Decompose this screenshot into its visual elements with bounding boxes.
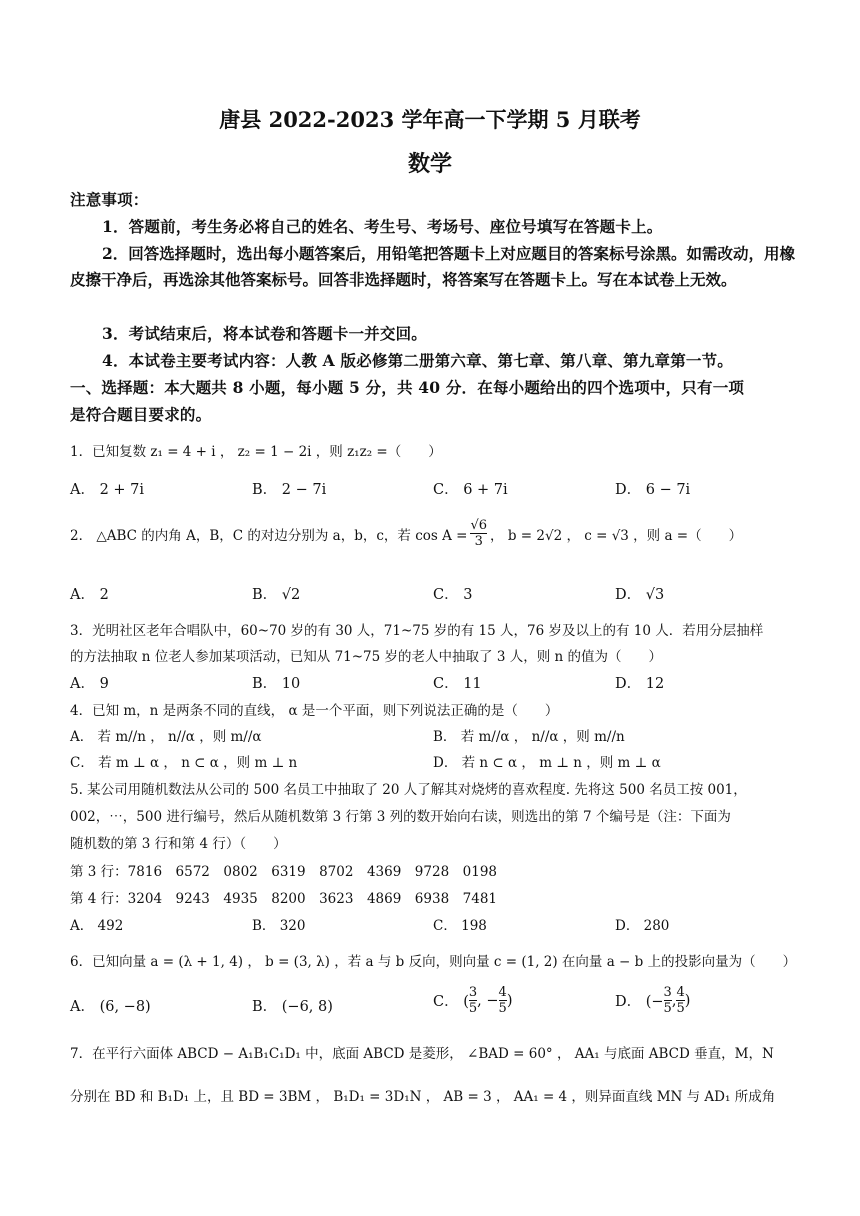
question-4-option-c: C． 若 m ⊥ α ， n ⊂ α ，则 m ⊥ n <box>70 755 298 771</box>
question-2-option-c: C． 3 <box>433 587 473 603</box>
cos-fraction <box>470 518 487 549</box>
random-number-row-4: 第 4 行：3204 9243 4935 8200 3623 4869 6938 7481 <box>70 891 498 907</box>
question-6-option-a: A． (6, −8) <box>70 999 151 1015</box>
separator: , <box>671 992 677 1009</box>
question-1-option-a: A． 2 + 7i <box>70 482 145 498</box>
question-7-line-1: 7．在平行六面体 ABCD − A₁B₁C₁D₁ 中，底面 ABCD 是菱形， ∠BAD = 60° ， AA₁ 与底面 ABCD 垂直，M，N <box>70 1046 774 1062</box>
fraction-3-5 <box>664 985 672 1016</box>
numerator: 3 <box>663 985 672 1000</box>
close-paren: ) <box>684 992 691 1009</box>
denominator: 5 <box>498 1001 507 1016</box>
question-2-stem <box>70 518 742 549</box>
question-2-stem-part-a: 2． △ABC 的内角 A，B，C 的对边分别为 a，b，c，若 cos A = <box>70 527 468 544</box>
question-2-option-d: D． √3 <box>615 587 665 603</box>
separator: , − <box>477 992 499 1009</box>
question-3-option-c: C． 11 <box>433 676 482 692</box>
question-4-option-d: D． 若 n ⊂ α ， m ⊥ n ，则 m ⊥ α <box>433 755 661 771</box>
question-3-option-a: A． 9 <box>70 676 109 692</box>
denominator: 5 <box>468 1001 478 1016</box>
question-6-option-c <box>433 985 512 1016</box>
close-paren: ) <box>506 992 513 1009</box>
denominator: 5 <box>676 1001 685 1016</box>
option-d-prefix: D． (− <box>615 994 664 1010</box>
question-5-option-c: C． 198 <box>433 918 487 934</box>
question-6-stem: 6．已知向量 a = (λ + 1, 4) ， b = (3, λ) ，若 a 与 b 反向，则向量 c = (1, 2) 在向量 a − b 上的投影向量为（ ） <box>70 954 797 970</box>
section-heading-line2: 是符合题目要求的。 <box>70 405 212 424</box>
question-4-stem: 4．已知 m，n 是两条不同的直线， α 是一个平面，则下列说法正确的是（ ） <box>70 703 559 719</box>
question-1-option-c: C． 6 + 7i <box>433 482 508 498</box>
question-5-option-d: D． 280 <box>615 918 670 934</box>
notice-item-4: 4．本试卷主要考试内容：人教 A 版必修第二册第六章、第七章、第八章、第九章第一节。 <box>102 351 734 370</box>
question-6-option-b: B． (−6, 8) <box>252 999 333 1015</box>
question-3-option-d: D． 12 <box>615 676 665 692</box>
question-4-option-a: A． 若 m//n ， n//α ，则 m//α <box>70 729 262 745</box>
numerator: 4 <box>676 985 685 1000</box>
question-5-option-b: B． 320 <box>252 918 306 934</box>
question-7-line-2: 分别在 BD 和 B₁D₁ 上，且 BD = 3BM ， B₁D₁ = 3D₁N ， AB = 3 ， AA₁ = 4 ，则异面直线 MN 与 AD₁ 所成角 <box>70 1089 776 1105</box>
fraction-3-5 <box>469 985 477 1016</box>
notice-item-1: 1．答题前，考生务必将自己的姓名、考生号、考场号、座位号填写在答题卡上。 <box>102 217 663 236</box>
question-1-stem: 1．已知复数 z₁ = 4 + i ， z₂ = 1 − 2i ，则 z₁z₂ =（ ） <box>70 444 442 460</box>
section-heading-line1: 一、选择题：本大题共 8 小题，每小题 5 分，共 40 分．在每小题给出的四个选项中，只有一项 <box>70 378 745 397</box>
question-3-line-2: 的方法抽取 n 位老人参加某项活动，已知从 71~75 岁的老人中抽取了 3 人，则 n 的值为（ ） <box>70 649 662 665</box>
denominator: 5 <box>663 1001 672 1016</box>
question-5-line-2: 002，⋯，500 进行编号，然后从随机数第 3 行第 3 列的数开始向右读，则选出的第 7 个编号是（注：下面为 <box>70 809 731 825</box>
fraction-4-5 <box>676 985 684 1016</box>
question-2-option-a: A． 2 <box>70 587 109 603</box>
question-3-option-b: B． 10 <box>252 676 301 692</box>
question-4-option-b: B． 若 m//α ， n//α ，则 m//n <box>433 729 625 745</box>
fraction-4-5 <box>499 985 507 1016</box>
question-2-option-b: B． √2 <box>252 587 301 603</box>
question-5-line-1: 5. 某公司用随机数法从公司的 500 名员工中抽取了 20 人了解其对烧烤的喜欢程度. 先将这 500 名员工按 001， <box>70 782 747 798</box>
option-c-prefix: C． ( <box>433 994 469 1010</box>
numerator: 3 <box>468 985 478 1000</box>
page-title: 唐县 2022-2023 学年高一下学期 5 月联考 <box>219 107 641 132</box>
subject-title: 数学 <box>407 151 452 177</box>
fraction-denominator: 3 <box>474 534 483 549</box>
notice-heading: 注意事项： <box>70 190 149 209</box>
question-1-option-b: B． 2 − 7i <box>252 482 327 498</box>
random-number-row-3: 第 3 行：7816 6572 0802 6319 8702 4369 9728 0198 <box>70 864 498 880</box>
question-2-stem-part-b: ， b = 2√2 ， c = √3 ，则 a =（ ） <box>490 527 743 544</box>
question-6-option-d <box>615 985 690 1016</box>
fraction-numerator: √6 <box>470 518 488 533</box>
notice-item-2: 2．回答选择题时，选出每小题答案后，用铅笔把答题卡上对应题目的答案标号涂黑。如需改动，用橡皮擦干净后，再选涂其他答案标号。回答非选择题时，将答案写在答题卡上。写在本试卷上无效。 <box>70 244 795 289</box>
question-5-option-a: A． 492 <box>70 918 124 934</box>
numerator: 4 <box>498 985 507 1000</box>
question-5-line-3: 随机数的第 3 行和第 4 行）（ ） <box>70 836 287 852</box>
notice-item-3: 3．考试结束后，将本试卷和答题卡一并交回。 <box>102 324 427 343</box>
question-3-line-1: 3．光明社区老年合唱队中，60~70 岁的有 30 人，71~75 岁的有 15 人，76 岁及以上的有 10 人．若用分层抽样 <box>70 623 764 639</box>
question-1-option-d: D． 6 − 7i <box>615 482 691 498</box>
